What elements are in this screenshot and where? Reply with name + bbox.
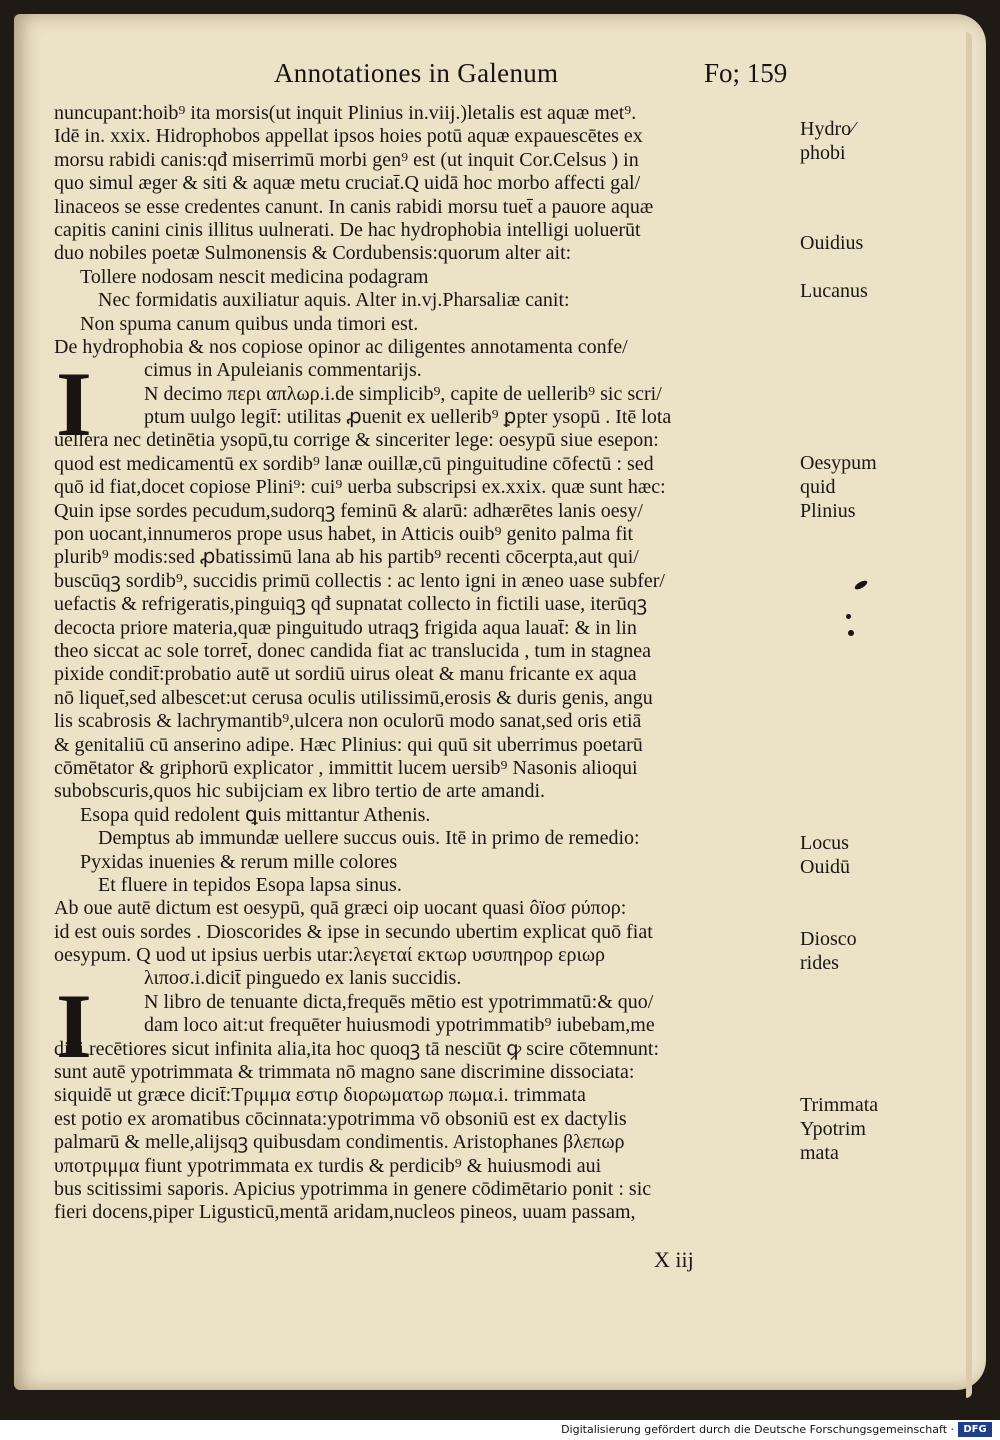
margin-note: Diosco xyxy=(800,928,857,950)
text-line: duo nobiles poetæ Sulmonensis & Cordubensis:quorum alter ait: xyxy=(54,242,572,265)
margin-note: Trimmata xyxy=(800,1094,879,1116)
text-line: quod est medicamentū ex sordib⁹ lanæ ouillæ,cū pinguitudine cōfectū : sed xyxy=(54,452,654,475)
margin-note: Hydro⁄ xyxy=(800,118,855,140)
text-line: theo siccat ac sole torret̄, donec candida fiat ac translucida , tum in stagnea xyxy=(54,639,651,662)
margin-note: Ouidū xyxy=(800,856,850,878)
margin-note: Plinius xyxy=(800,500,856,522)
margin-note: rides xyxy=(800,952,839,974)
verse-line: Non spuma canum quibus unda timori est. xyxy=(80,312,419,335)
margin-note: quid xyxy=(800,476,836,498)
verse-line: Et fluere in tepidos Esopa lapsa sinus. xyxy=(98,873,402,896)
text-line: capitis canini cinis illitus uulnerati. De hac hydrophobia intelligi uoluerūt xyxy=(54,218,641,241)
text-line: uefactis & refrigeratis,pinguiqꝫ qđ supnatat collecto in fictili uase, iterūqꝫ xyxy=(54,593,648,616)
margin-note: mata xyxy=(800,1142,839,1164)
text-line: dici recētiores sicut infinita alia,ita hoc quoqꝫ tā nesciūt ꝙ scire cōtemnunt: xyxy=(54,1037,660,1060)
text-line: linaceos se esse credentes canunt. In canis rabidi morsu tuet̄ a pauore aquæ xyxy=(54,195,654,218)
text-line: nuncupant:hoib⁹ ita morsis(ut inquit Plinius in.viij.)letalis est aquæ met⁹. xyxy=(54,102,637,124)
text-line: υποτριμμα fiunt ypotrimmata ex turdis & perdicib⁹ & huiusmodi aui xyxy=(54,1154,602,1177)
decorated-initial: I xyxy=(56,975,92,1077)
text-line: pon uocant,innumeros prope usus habet, in Atticis ouib⁹ genito palma fit xyxy=(54,523,634,546)
text-line: Quin ipse sordes pecudum,sudorqꝫ feminū & alarū: adhærētes lanis oesy/ xyxy=(54,499,643,522)
text-line: quō id fiat,docet copiose Plini⁹: cui⁹ uerba subscripsi ex.xxix. quæ sunt hæc: xyxy=(54,476,666,499)
text-line: cimus in Apuleianis commentarijs. xyxy=(144,359,422,382)
text-line: bus scitissimi saporis. Apicius ypotrimma in genere cōdimētario ponit : sic xyxy=(54,1177,652,1200)
text-line: est potio ex aromatibus cōcinnata:ypotrimma vō obsoniū est ex dactylis xyxy=(54,1107,627,1130)
dfg-logo: DFG xyxy=(958,1422,992,1437)
text-line: dam loco ait:ut frequēter huiusmodi ypotrimmatib⁹ iubebam,me xyxy=(144,1014,655,1037)
text-line: sunt autē ypotrimmata & trimmata nō magno sane discrimine dissociata: xyxy=(54,1061,635,1084)
text-line: quo simul æger & siti & aquæ metu cruciat̄.Q uidā hoc morbo affecti gal/ xyxy=(54,172,641,195)
text-line: nō liquet̄,sed albescet:ut cerusa oculis utilissimū,erosis & duris genis, angu xyxy=(54,686,653,709)
text-line: siquidē ut græce dicit̄:Τριμμα εστιρ διορωματωρ πωμα.i. trimmata xyxy=(54,1084,586,1107)
page-edge xyxy=(966,32,972,1398)
margin-note: Ypotrim xyxy=(800,1118,866,1140)
folio-number: Fo; 159 xyxy=(704,58,788,88)
verse-line: Esopa quid redolent ꝗuis mittantur Athenis. xyxy=(80,803,431,826)
footer-bar xyxy=(0,1420,1000,1440)
running-head-title: Annotationes in Galenum xyxy=(274,58,559,88)
funding-notice: Digitalisierung gefördert durch die Deutsche Forschungsgemeinschaft · xyxy=(561,1423,954,1436)
text-line: De hydrophobia & nos copiose opinor ac diligentes annotamenta confe/ xyxy=(54,335,628,358)
margin-note: Ouidius xyxy=(800,232,864,254)
text-line: & genitaliū cū anserino adipe. Hæc Plinius: qui quū sit uberrimus poetarū xyxy=(54,733,643,756)
verse-line: Tollere nodosam nescit medicina podagram xyxy=(80,265,429,288)
ink-mark xyxy=(846,614,851,619)
text-line: uellera nec detinētia ysopū,tu corrige & sinceriter lege: oesypū siue esepon: xyxy=(54,429,659,452)
text-line: plurib⁹ modis:sed ꝓbatissimū lana ab his partib⁹ recenti cōcerpta,aut qui/ xyxy=(54,546,639,569)
text-line: palmarū & melle,alijsqꝫ quibusdam condimentis. Aristophanes βλεπωρ xyxy=(54,1131,625,1154)
signature-mark: X iij xyxy=(654,1247,694,1272)
ink-mark xyxy=(853,579,868,591)
text-line: subobscuris,quos hic subijciam ex libro tertio de arte amandi. xyxy=(54,780,545,803)
text-line: Ab oue autē dictum est oesypū, quā græci oip uocant quasi ôïoσ ρύπορ: xyxy=(54,897,627,920)
text-line: pixide condit̄:probatio autē ut sordiū uirus oleat & manu fricante ex aqua xyxy=(54,663,637,686)
text-line: Idē in. xxix. Hidrophobos appellat ipsos hoies potū aquæ expauescētes ex xyxy=(54,125,643,148)
text-line: morsu rabidi canis:qđ miserrimū morbi gen⁹ est (ut inquit Cor.Celsus ) in xyxy=(54,148,639,171)
text-line: id est ouis sordes . Dioscorides & ipse in secundo ubertim explicat quō fiat xyxy=(54,920,653,943)
main-text-block xyxy=(54,102,794,1225)
book-page xyxy=(14,14,986,1390)
text-line: N libro de tenuante dicta,frequēs mētio est ypotrimmatū:& quo/ xyxy=(144,990,654,1013)
verse-line: Demptus ab immundæ uellere succus ouis. Itē in primo de remedio: xyxy=(98,827,640,850)
verse-line: Pyxidas inuenies & rerum mille colores xyxy=(80,850,398,873)
text-line: fieri docens,piper Ligusticū,mentā aridam,nucleos pineos, uuam passam, xyxy=(54,1201,636,1224)
text-line: N decimo περι απλωρ.i.de simplicib⁹, capite de uellerib⁹ sic scri/ xyxy=(144,382,662,405)
ink-mark xyxy=(848,630,854,636)
verse-line: Nec formidatis auxiliatur aquis. Alter in.vj.Pharsaliæ canit: xyxy=(98,289,570,312)
text-line: cōmētator & griphorū explicator , immittit lucem uersib⁹ Nasonis alioqui xyxy=(54,756,638,779)
decorated-initial: I xyxy=(56,353,92,455)
text-line: oesypum. Q uod ut ipsius uerbis utar:λεγεταί εκτωρ υσυπηρορ εριωρ xyxy=(54,944,605,967)
text-line: buscūqꝫ sordib⁹, succidis primū collectis : ac lento igni in æneo uase subfer/ xyxy=(54,569,665,592)
text-line: ptum uulgo legit̄: utilitas ꝓuenit ex uellerib⁹ ꝑpter ysopū . Itē lota xyxy=(144,406,672,429)
margin-note: Oesypum xyxy=(800,452,877,474)
text-line: lis scabrosis & lachrymantib⁹,ulcera non oculorū modo sanat,sed oris etiā xyxy=(54,710,642,733)
margin-note: Locus xyxy=(800,832,849,854)
text-line: λιποσ.i.dicit̄ pinguedo ex lanis succidis. xyxy=(144,967,462,990)
margin-note: phobi xyxy=(800,142,846,164)
margin-note: Lucanus xyxy=(800,280,868,302)
text-line: decocta priore materia,quæ pinguitudo utraqꝫ frigida aqua lauat̄: & in lin xyxy=(54,616,637,639)
